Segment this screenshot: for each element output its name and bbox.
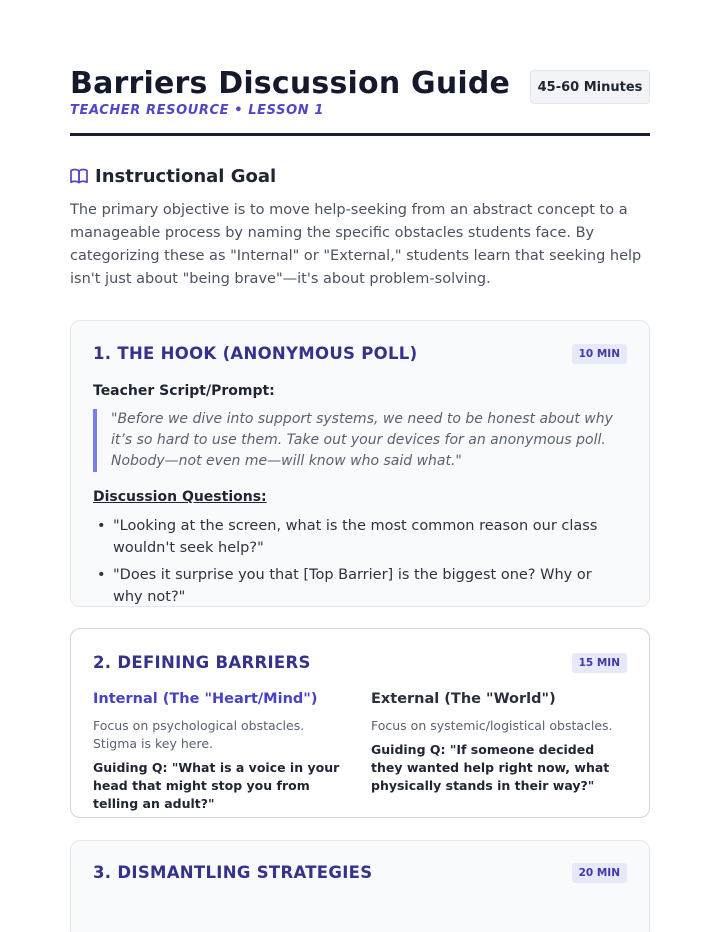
questions-label: Discussion Questions: <box>93 489 267 505</box>
time-badge: 10 MIN <box>572 344 627 364</box>
script-label: Teacher Script/Prompt: <box>93 383 275 399</box>
questions-list <box>93 515 623 613</box>
external-title: External (The "World") <box>371 691 556 707</box>
list-item <box>93 515 623 559</box>
header-divider <box>70 133 650 136</box>
time-badge: 15 MIN <box>572 653 627 673</box>
time-badge: 20 MIN <box>572 863 627 883</box>
internal-barriers-column <box>93 689 348 813</box>
section-title: 1. THE HOOK (ANONYMOUS POLL) <box>93 344 418 363</box>
teacher-script-quote: "Before we dive into support systems, we need to be honest about why it’s so hard to use them. Take out your devices for an anonymous poll. Nobody—not even me—will know who said what." <box>93 409 631 472</box>
bullet-icon: • <box>97 518 106 534</box>
internal-description: Focus on psychological obstacles. Stigma is key here. <box>93 718 305 751</box>
section-title: 2. DEFINING BARRIERS <box>93 653 311 672</box>
section-defining-barriers <box>70 628 650 818</box>
section-hook <box>70 320 650 607</box>
external-guiding-question: Guiding Q: "If someone decided they wanted help right now, what physically stands in their way?" <box>371 742 610 793</box>
page-subtitle: TEACHER RESOURCE • LESSON 1 <box>70 103 325 118</box>
list-item <box>93 564 623 608</box>
external-barriers-column <box>371 689 626 795</box>
internal-title: Internal (The "Heart/Mind") <box>93 691 318 707</box>
external-description: Focus on systemic/logistical obstacles. <box>371 718 613 733</box>
question-text: "Does it surprise you that [Top Barrier] is the biggest one? Why or why not?" <box>113 567 592 605</box>
goal-body: The primary objective is to move help-seeking from an abstract concept to a manageable process by naming the specific obstacles students face. By categorizing these as "Internal" or "External," students learn that seeking help isn't just about "being brave"—it's about problem-solving. <box>70 202 642 287</box>
page-title: Barriers Discussion Guide <box>70 66 511 101</box>
section-dismantling-strategies <box>70 840 650 932</box>
bullet-icon: • <box>97 567 106 583</box>
question-text: "Looking at the screen, what is the most common reason our class wouldn't seek help?" <box>113 518 598 556</box>
internal-guiding-question: Guiding Q: "What is a voice in your head that might stop you from telling an adult?" <box>93 760 340 811</box>
goal-title: Instructional Goal <box>95 166 277 187</box>
section-title: 3. DISMANTLING STRATEGIES <box>93 863 373 882</box>
duration-badge: 45-60 Minutes <box>530 70 650 104</box>
book-open-icon <box>70 168 88 184</box>
